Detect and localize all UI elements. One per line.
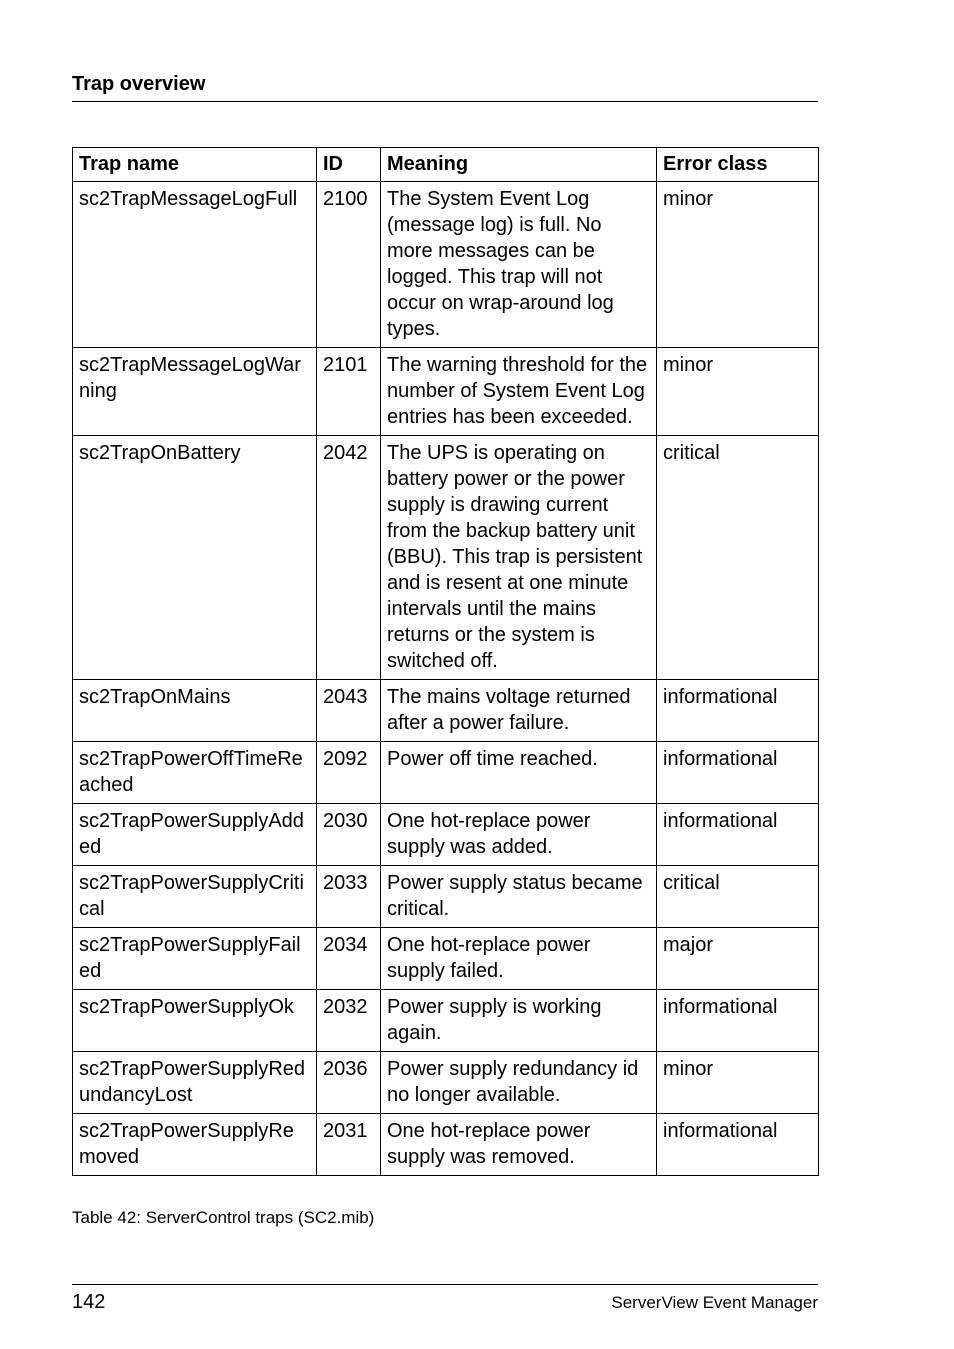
table-row: [73, 990, 819, 1052]
trap-id-cell: 2100: [317, 182, 381, 348]
error-class-cell: informational: [657, 742, 819, 804]
trap-id-cell: 2034: [317, 928, 381, 990]
trap-name-cell: sc2TrapMessageLogWarning: [73, 348, 317, 436]
trap-name-cell: sc2TrapPowerSupplyRemoved: [73, 1114, 317, 1176]
table-row: [73, 928, 819, 990]
trap-id-cell: 2036: [317, 1052, 381, 1114]
table-row: [73, 348, 819, 436]
table-row: [73, 866, 819, 928]
trap-name-cell: sc2TrapPowerSupplyRedundancyLost: [73, 1052, 317, 1114]
section-title: Trap overview: [72, 73, 206, 95]
trap-id-cell: 2033: [317, 866, 381, 928]
table-row: [73, 680, 819, 742]
column-header-meaning: Meaning: [381, 148, 657, 182]
trap-name-cell: sc2TrapOnMains: [73, 680, 317, 742]
trap-id-cell: 2092: [317, 742, 381, 804]
trap-meaning-cell: One hot-replace power supply was removed.: [381, 1114, 657, 1176]
trap-id-cell: 2101: [317, 348, 381, 436]
table-row: [73, 182, 819, 348]
error-class-cell: critical: [657, 866, 819, 928]
error-class-cell: minor: [657, 1052, 819, 1114]
table-row: [73, 804, 819, 866]
column-header-id: ID: [317, 148, 381, 182]
page-number: 142: [72, 1291, 106, 1313]
trap-meaning-cell: The warning threshold for the number of System Event Log entries has been exceeded.: [381, 348, 657, 436]
trap-meaning-cell: The mains voltage returned after a power failure.: [381, 680, 657, 742]
header-divider: [72, 101, 818, 102]
error-class-cell: minor: [657, 348, 819, 436]
trap-meaning-cell: Power off time reached.: [381, 742, 657, 804]
footer-divider: [72, 1284, 818, 1285]
table-row: [73, 742, 819, 804]
trap-meaning-cell: The System Event Log (message log) is full. No more messages can be logged. This trap will not occur on wrap-around log types.: [381, 182, 657, 348]
running-footer-title: ServerView Event Manager: [611, 1293, 818, 1312]
trap-id-cell: 2030: [317, 804, 381, 866]
table-row: [73, 1114, 819, 1176]
trap-meaning-cell: Power supply status became critical.: [381, 866, 657, 928]
trap-meaning-cell: One hot-replace power supply was added.: [381, 804, 657, 866]
table-row: [73, 436, 819, 680]
error-class-cell: informational: [657, 680, 819, 742]
error-class-cell: major: [657, 928, 819, 990]
column-header-trap-name: Trap name: [73, 148, 317, 182]
error-class-cell: informational: [657, 1114, 819, 1176]
trap-table: [72, 147, 819, 1176]
trap-name-cell: sc2TrapMessageLogFull: [73, 182, 317, 348]
trap-meaning-cell: Power supply is working again.: [381, 990, 657, 1052]
column-header-error-class: Error class: [657, 148, 819, 182]
trap-id-cell: 2043: [317, 680, 381, 742]
error-class-cell: informational: [657, 990, 819, 1052]
trap-meaning-cell: The UPS is operating on battery power or the power supply is drawing current from the backup battery unit (BBU). This trap is persistent and is resent at one minute intervals until the mains returns or the system is switched off.: [381, 436, 657, 680]
trap-name-cell: sc2TrapPowerSupplyCritical: [73, 866, 317, 928]
trap-id-cell: 2042: [317, 436, 381, 680]
table-header-row: [73, 148, 819, 182]
table-caption: Table 42: ServerControl traps (SC2.mib): [72, 1208, 375, 1227]
trap-id-cell: 2031: [317, 1114, 381, 1176]
trap-meaning-cell: One hot-replace power supply failed.: [381, 928, 657, 990]
error-class-cell: informational: [657, 804, 819, 866]
error-class-cell: minor: [657, 182, 819, 348]
error-class-cell: critical: [657, 436, 819, 680]
table-row: [73, 1052, 819, 1114]
trap-name-cell: sc2TrapPowerSupplyFailed: [73, 928, 317, 990]
trap-name-cell: sc2TrapPowerSupplyOk: [73, 990, 317, 1052]
trap-name-cell: sc2TrapOnBattery: [73, 436, 317, 680]
trap-name-cell: sc2TrapPowerOffTimeReached: [73, 742, 317, 804]
trap-id-cell: 2032: [317, 990, 381, 1052]
trap-meaning-cell: Power supply redundancy id no longer available.: [381, 1052, 657, 1114]
trap-name-cell: sc2TrapPowerSupplyAdded: [73, 804, 317, 866]
